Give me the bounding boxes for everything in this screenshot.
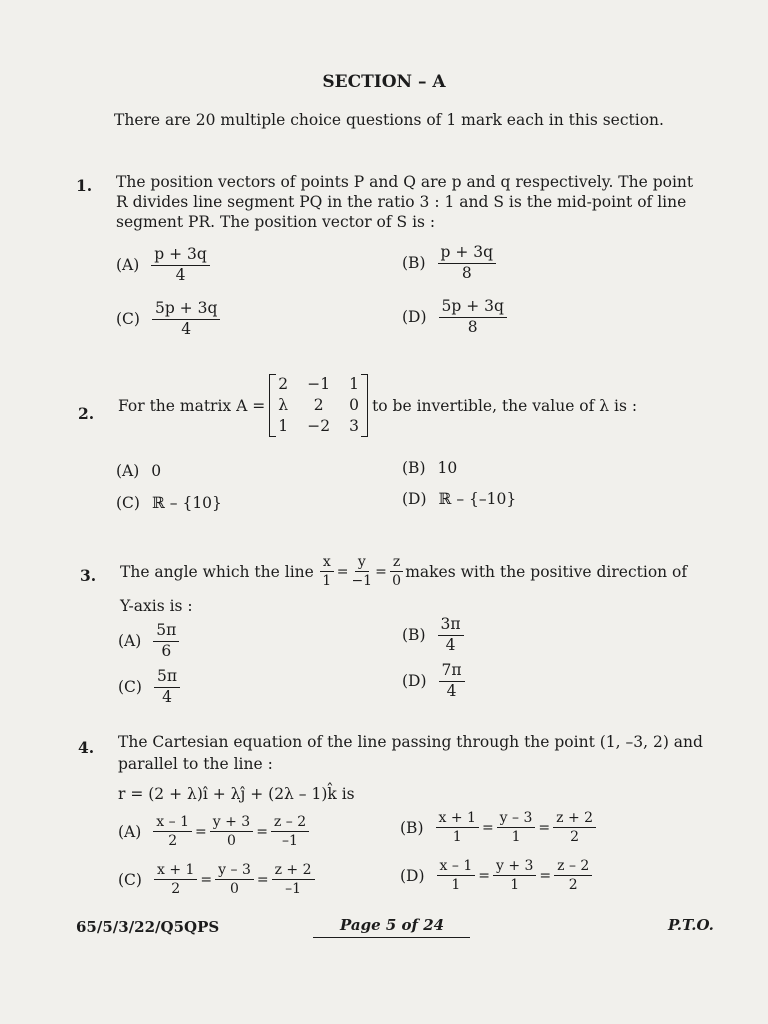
- question-1-line-2: R divides line segment PQ in the ratio 3 : 1 and S is the mid-point of line: [116, 193, 687, 211]
- question-3-line-2: Y-axis is :: [120, 597, 193, 615]
- option-label: (D): [402, 308, 427, 327]
- option-fraction: $\frac{7\pi}{4}$: [439, 662, 465, 701]
- q1-option-d[interactable]: [402, 298, 507, 337]
- option-text: ℝ – {–10}: [438, 490, 517, 508]
- option-equation: $\frac{x + 1}{1}$ = $\frac{y - 3}{1}$ = $\frac{z + 2}{2}$: [436, 810, 597, 845]
- q1-option-c[interactable]: [116, 300, 220, 339]
- option-label: (A): [118, 632, 142, 651]
- question-number-2: 2.: [78, 404, 95, 423]
- q2-option-d[interactable]: [402, 490, 516, 508]
- section-intro: There are 20 multiple choice questions of 1 mark each in this section.: [114, 111, 664, 129]
- option-text: 10: [437, 459, 458, 477]
- pto-label: P.T.O.: [668, 916, 714, 934]
- option-equation: $\frac{x - 1}{1}$ = $\frac{y + 3}{1}$ = $\frac{z - 2}{2}$: [437, 858, 593, 893]
- q1-option-b[interactable]: [402, 244, 496, 283]
- question-1-line-3: segment PR. The position vector of S is :: [116, 213, 436, 231]
- question-number-1: 1.: [76, 176, 93, 195]
- option-label: (D): [402, 490, 427, 508]
- question-2-text: [118, 374, 637, 437]
- option-label: (B): [402, 626, 426, 645]
- option-label: (C): [118, 870, 142, 889]
- option-equation: $\frac{x - 1}{2}$ = $\frac{y + 3}{0}$ = $\frac{z - 2}{-1}$: [153, 814, 309, 849]
- line-equation: $\frac{x}{1}$ = $\frac{y}{-1}$ = $\frac{z}{0}$: [320, 554, 403, 589]
- option-text: 0: [151, 462, 162, 480]
- q2-option-c[interactable]: [116, 494, 222, 512]
- option-label: (A): [118, 822, 142, 841]
- question-3-suffix: makes with the positive direction of: [405, 562, 688, 581]
- q1-option-a[interactable]: [116, 246, 210, 285]
- q2-option-a[interactable]: [116, 462, 161, 480]
- option-fraction: $\frac{5p + 3q}{4}$: [152, 300, 220, 339]
- q4-option-d[interactable]: [400, 858, 592, 893]
- section-title: SECTION – A: [322, 72, 446, 92]
- option-fraction: $\frac{p + 3q}{4}$: [151, 246, 210, 285]
- q3-option-a[interactable]: [118, 622, 179, 661]
- option-text: ℝ – {10}: [151, 494, 222, 512]
- option-label: (C): [116, 310, 140, 329]
- q3-option-c[interactable]: [118, 668, 180, 707]
- option-fraction: $\frac{5\pi}{4}$: [154, 668, 180, 707]
- q3-option-b[interactable]: [402, 616, 464, 655]
- q4-option-c[interactable]: [118, 862, 315, 897]
- question-4-line-1: The Cartesian equation of the line passing through the point (1, –3, 2) and: [118, 733, 703, 751]
- option-fraction: $\frac{5\pi}{6}$: [153, 622, 179, 661]
- question-3-line-1: [120, 554, 687, 589]
- option-label: (C): [118, 678, 142, 697]
- q3-option-d[interactable]: [402, 662, 465, 701]
- option-label: (B): [400, 818, 424, 837]
- question-2-suffix: to be invertible, the value of λ is :: [372, 396, 638, 415]
- page-number-underline: [313, 937, 470, 938]
- question-1-line-1: The position vectors of points P and Q are p and q respectively. The point: [116, 173, 694, 191]
- question-3-prefix: The angle which the line: [120, 562, 314, 581]
- option-equation: $\frac{x + 1}{2}$ = $\frac{y - 3}{0}$ = $\frac{z + 2}{-1}$: [154, 862, 315, 897]
- q4-option-a[interactable]: [118, 814, 309, 849]
- paper-code: 65/5/3/22/Q5QPS: [76, 918, 220, 936]
- q2-option-b[interactable]: [402, 459, 457, 477]
- option-label: (D): [402, 672, 427, 691]
- option-label: (A): [116, 256, 140, 275]
- page-number: Page 5 of 24: [340, 916, 445, 934]
- option-fraction: $\frac{p + 3q}{8}$: [438, 244, 497, 283]
- option-label: (B): [402, 459, 426, 477]
- option-label: (C): [116, 494, 140, 512]
- matrix-a: 2 −1 1 λ 2 0 1 −2 3: [269, 374, 368, 437]
- option-label: (A): [116, 462, 140, 480]
- question-4-line-3: r = (2 + λ)î + λĵ + (2λ – 1)k̂ is: [118, 785, 355, 803]
- question-2-prefix: For the matrix A =: [118, 396, 266, 415]
- option-label: (B): [402, 254, 426, 273]
- question-number-4: 4.: [78, 738, 95, 757]
- option-label: (D): [400, 866, 425, 885]
- option-fraction: $\frac{3\pi}{4}$: [438, 616, 464, 655]
- q4-option-b[interactable]: [400, 810, 596, 845]
- option-fraction: $\frac{5p + 3q}{8}$: [439, 298, 507, 337]
- question-4-line-2: parallel to the line :: [118, 755, 273, 773]
- question-number-3: 3.: [80, 566, 97, 585]
